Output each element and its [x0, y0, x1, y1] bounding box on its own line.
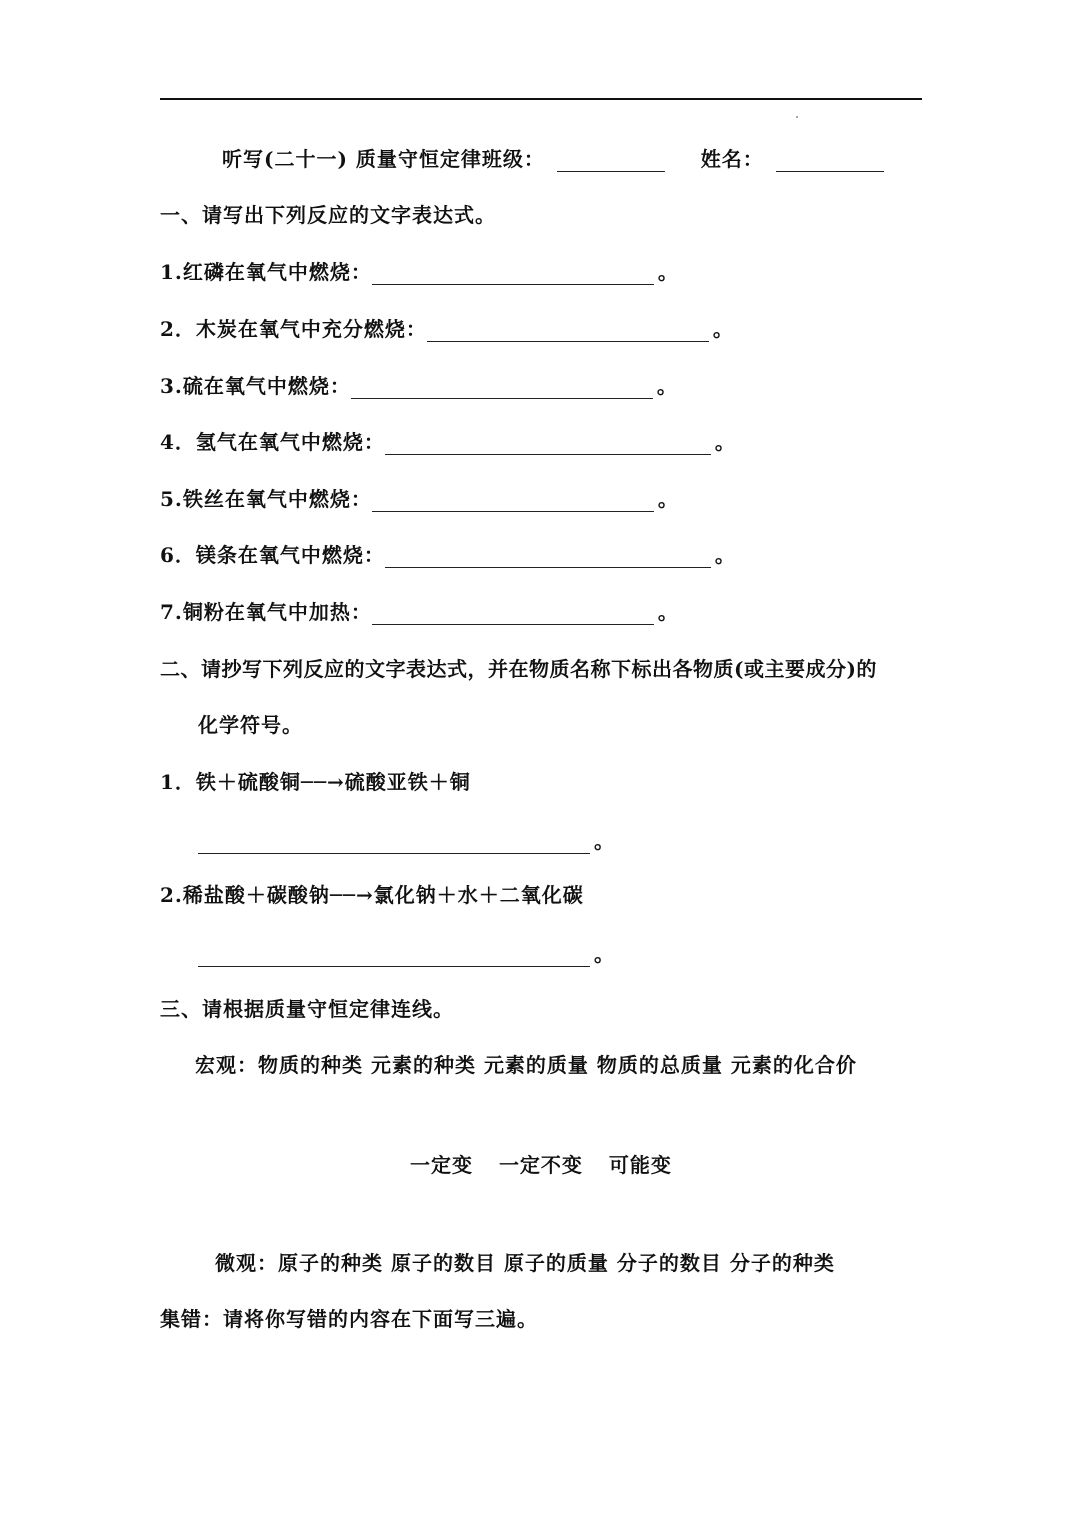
macro-item[interactable]: 元素的化合价 — [730, 1053, 857, 1077]
section2-item-1-answer — [198, 828, 615, 854]
answer-field[interactable] — [198, 831, 590, 854]
macro-item[interactable]: 元素的质量 — [483, 1053, 589, 1077]
top-rule — [160, 98, 922, 100]
answer-field[interactable] — [372, 262, 654, 285]
macro-row — [195, 1052, 857, 1078]
middle-row — [410, 1152, 672, 1178]
section1-heading: 一、请写出下列反应的文字表达式。 — [160, 203, 496, 227]
item-label: 1.红磷在氧气中燃烧： — [160, 260, 372, 284]
item-end: 。 — [657, 600, 679, 624]
answer-field[interactable] — [427, 319, 709, 342]
class-field[interactable] — [557, 149, 665, 172]
collect-errors-instruction: 集错：请将你写错的内容在下面写三遍。 — [160, 1307, 538, 1331]
item-label: 2．木炭在氧气中充分燃烧： — [160, 317, 427, 341]
item-end: 。 — [712, 317, 734, 341]
middle-item[interactable]: 一定变 — [410, 1153, 473, 1177]
worksheet-header — [222, 146, 884, 172]
name-field[interactable] — [776, 149, 884, 172]
class-label: 班级： — [481, 147, 545, 171]
answer-field[interactable] — [372, 489, 654, 512]
item-label: 3.硫在氧气中燃烧： — [160, 374, 351, 398]
section2-item-1-equation: 1．铁＋硫酸铜──→硫酸亚铁＋铜 — [160, 770, 471, 794]
section1-item-4 — [160, 429, 736, 455]
name-label: 姓名： — [700, 147, 764, 171]
section2-heading-line2: 化学符号。 — [198, 713, 303, 737]
item-end: 。 — [714, 430, 736, 454]
micro-item[interactable]: 原子的质量 — [503, 1251, 609, 1275]
section1-item-7 — [160, 599, 679, 625]
micro-item[interactable]: 分子的数目 — [616, 1251, 722, 1275]
item-label: 6．镁条在氧气中燃烧： — [160, 543, 385, 567]
middle-item[interactable]: 可能变 — [608, 1153, 672, 1177]
middle-item[interactable]: 一定不变 — [498, 1153, 583, 1177]
item-end: 。 — [656, 374, 678, 398]
micro-item[interactable]: 原子的种类 — [278, 1251, 383, 1275]
item-label: 4．氢气在氧气中燃烧： — [160, 430, 385, 454]
answer-field[interactable] — [351, 376, 653, 399]
section3-heading: 三、请根据质量守恒定律连线。 — [160, 997, 454, 1021]
answer-field[interactable] — [385, 545, 711, 568]
macro-label: 宏观： — [195, 1053, 258, 1077]
item-end: 。 — [594, 942, 615, 966]
item-end: 。 — [657, 487, 679, 511]
answer-field[interactable] — [198, 944, 590, 967]
micro-row — [215, 1250, 835, 1276]
section1-item-6 — [160, 542, 736, 568]
micro-item[interactable]: 分子的种类 — [729, 1251, 835, 1275]
section1-item-1 — [160, 259, 679, 285]
macro-item[interactable]: 物质的总质量 — [596, 1053, 723, 1077]
micro-item[interactable]: 原子的数目 — [390, 1251, 496, 1275]
item-end: 。 — [714, 543, 736, 567]
item-label: 5.铁丝在氧气中燃烧： — [160, 487, 372, 511]
section2-item-2-answer — [198, 941, 615, 967]
section2-item-2-equation: 2.稀盐酸＋碳酸钠──→氯化钠＋水＋二氧化碳 — [160, 883, 584, 907]
section1-item-5 — [160, 486, 679, 512]
macro-item[interactable]: 元素的种类 — [370, 1053, 476, 1077]
item-end: 。 — [657, 260, 679, 284]
item-end: 。 — [594, 829, 615, 853]
section2-heading-line1: 二、请抄写下列反应的文字表达式，并在物质名称下标出各物质(或主要成分)的 — [160, 657, 877, 681]
scan-speck — [796, 116, 798, 118]
item-label: 7.铜粉在氧气中加热： — [160, 600, 372, 624]
answer-field[interactable] — [372, 602, 654, 625]
section1-item-3 — [160, 373, 678, 399]
section1-item-2 — [160, 316, 734, 342]
macro-item[interactable]: 物质的种类 — [258, 1053, 363, 1077]
answer-field[interactable] — [385, 432, 711, 455]
worksheet-title: 听写(二十一) 质量守恒定律 — [222, 147, 482, 171]
micro-label: 微观： — [215, 1251, 278, 1275]
